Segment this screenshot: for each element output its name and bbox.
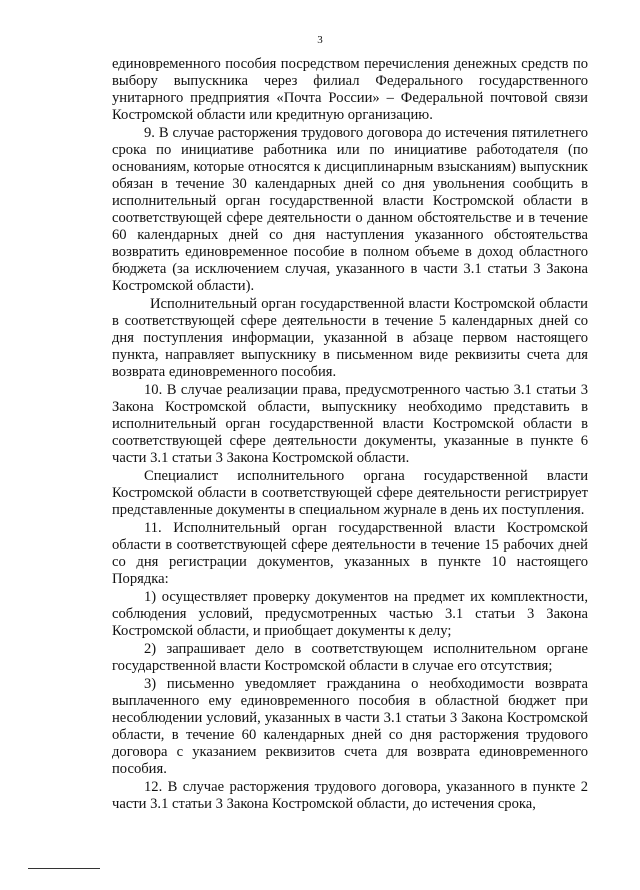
document-body xyxy=(112,56,588,814)
paragraph-item-9: 9. В случае расторжения трудового договора до истечения пятилетнего срока по инициативе работника или по инициативе работодателя (по основаниям, которые относятся к дисциплинарным взысканиям) выпускник обязан в течение 30 календарных дней со дня увольнения сообщить в исполнительный орган государственной власти Костромской области в соответствующей сфере деятельности о данном обстоятельстве и в течение 60 календарных дней со дня наступления указанного обстоятельства возвратить единовременное пособие в полном объеме в доход областного бюджета (за исключением случая, указанного в части 3.1 статьи 3 Закона Костромской области). xyxy=(112,125,588,294)
paragraph-item-10: 10. В случае реализации права, предусмотренного частью 3.1 статьи 3 Закона Костромской области, выпускнику необходимо представить в исполнительный орган государственной власти Костромской области в соответствующей сфере деятельности документы, указанные в пункте 6 части 3.1 статьи 3 Закона Костромской области. xyxy=(112,382,588,466)
paragraph-item-11-sub-1: 1) осуществляет проверку документов на предмет их комплектности, соблюдения условий, предусмотренных частью 3.1 статьи 3 Закона Костромской области, и приобщает документы к делу; xyxy=(112,589,588,639)
paragraph-item-10-registration: Специалист исполнительного органа государственной власти Костромской области в соответствующей сфере деятельности регистрирует представленные документы в специальном журнале в день их поступления. xyxy=(112,468,588,518)
page-number: 3 xyxy=(317,34,323,46)
paragraph-item-11-sub-2: 2) запрашивает дело в соответствующем исполнительном органе государственной власти Костромской области в случае его отсутствия; xyxy=(112,641,588,674)
paragraph-continuation: единовременного пособия посредством перечисления денежных средств по выбору выпускника через филиал Федерального государственного унитарного предприятия «Почта России» – Федеральной почтовой связи Костромской области или кредитную организацию. xyxy=(112,56,588,123)
paragraph-item-11: 11. Исполнительный орган государственной власти Костромской области в соответствующей сфере деятельности в течение 15 рабочих дней со дня регистрации документов, указанных в пункте 10 настоящего Порядка: xyxy=(112,520,588,587)
paragraph-item-11-sub-3: 3) письменно уведомляет гражданина о необходимости возврата выплаченного ему единовременного пособия в областной бюджет при несоблюдении условий, указанных в части 3.1 статьи 3 Закона Костромской области, в течение 60 календарных дней со дня расторжения трудового договора с указанием реквизитов счета для возврата единовременного пособия. xyxy=(112,676,588,777)
paragraph-item-12: 12. В случае расторжения трудового договора, указанного в пункте 2 части 3.1 статьи 3 Закона Костромской области, до истечения срока, xyxy=(112,779,588,812)
footer-rule xyxy=(28,868,100,869)
paragraph-item-9-notice: Исполнительный орган государственной власти Костромской области в соответствующей сфере деятельности в течение 5 календарных дней со дня поступления информации, указанной в абзаце первом настоящего пункта, направляет выпускнику в письменном виде реквизиты счета для возврата единовременного пособия. xyxy=(112,296,588,380)
